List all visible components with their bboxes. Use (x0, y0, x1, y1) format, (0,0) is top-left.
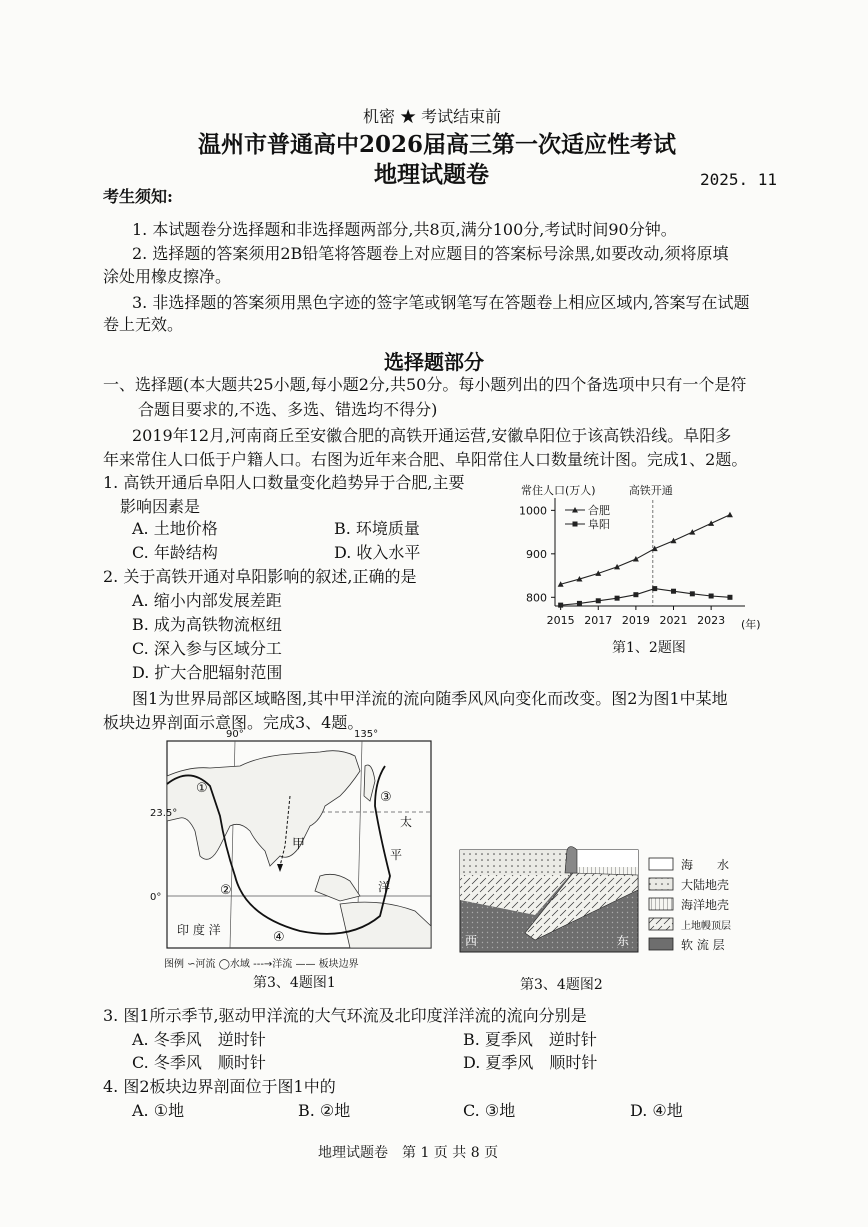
fuyang-point (690, 591, 695, 596)
notice-item-2: 2. 选择题的答案须用2B铅笔将答题卷上对应题目的答案标号涂黑,如要改动,须将原填 (132, 244, 729, 263)
q3-option-a[interactable]: A. 冬季风 逆时针 (132, 1030, 266, 1049)
question-1-stem: 1. 高铁开通后阜阳人口数量变化趋势异于合肥,主要 (103, 473, 465, 492)
confidential-mark: 机密 ★ 考试结束前 (363, 107, 502, 126)
map-marker-2: ② (220, 883, 232, 898)
hefei-point (633, 556, 639, 562)
map-label-indian-ocean: 印 度 洋 (177, 923, 221, 937)
q2-option-b[interactable]: B. 成为高铁物流枢纽 (132, 615, 282, 634)
passage-2-cont: 板块边界剖面示意图。完成3、4题。 (103, 713, 364, 732)
passage-2: 图1为世界局部区域略图,其中甲洋流的流向随季风风向变化而改变。图2为图1中某地 (132, 689, 728, 708)
legend-swatch-continental (649, 878, 673, 890)
q1-option-a[interactable]: A. 土地价格 (132, 519, 218, 538)
q1-option-c[interactable]: C. 年龄结构 (132, 543, 218, 562)
notice-item-3: 3. 非选择题的答案须用黑色字迹的签字笔或钢笔写在答题卷上相应区域内,答案写在试题 (132, 293, 750, 312)
exam-subtitle: 地理试题卷 (374, 161, 489, 188)
legend-seawater: 海 水 (681, 858, 730, 872)
x-tick-label: 2023 (697, 614, 726, 627)
legend-marker-fuyang (573, 522, 578, 527)
fuyang-point (577, 601, 582, 606)
y-tick-label: 1000 (519, 504, 547, 518)
seawater-area (570, 850, 638, 867)
legend-swatch-oceanic (649, 898, 673, 910)
map-label-jia: 甲 (292, 837, 306, 852)
fuyang-point (596, 598, 601, 603)
lat-label-0: 0° (150, 892, 162, 903)
q3-option-c[interactable]: C. 冬季风 顺时针 (132, 1053, 266, 1072)
hsr-opening-annotation: 高铁开通 (628, 484, 673, 497)
hefei-point (727, 512, 733, 518)
hefei-point (689, 529, 695, 535)
lon-label-90: 90° (226, 729, 244, 740)
fuyang-point (558, 603, 563, 608)
hefei-point (671, 538, 677, 544)
map-label-yang: 洋 (378, 880, 391, 894)
y-tick-label: 900 (526, 547, 547, 561)
question-2-stem: 2. 关于高铁开通对阜阳影响的叙述,正确的是 (103, 567, 417, 586)
fuyang-point (709, 594, 714, 599)
q2-option-c[interactable]: C. 深入参与区域分工 (132, 639, 282, 658)
chart-caption: 第1、2题图 (612, 640, 686, 656)
exam-date: 2025. 11 (700, 170, 778, 189)
plate-section-figure-2 (455, 845, 765, 957)
legend-swatch-asthenosphere (649, 938, 673, 950)
page-footer: 地理试题卷 第 1 页 共 8 页 (318, 1145, 499, 1161)
passage-1-cont: 年来常住人口低于户籍人口。右图为近年来合肥、阜阳常住人口数量统计图。完成1、2题。 (103, 450, 748, 469)
map-caption: 第3、4题图1 (253, 975, 336, 991)
section-west-label: 西 (465, 934, 478, 948)
question-4-stem: 4. 图2板块边界剖面位于图1中的 (103, 1077, 336, 1096)
legend-asthenosphere: 软 流 层 (681, 938, 725, 952)
q2-option-d[interactable]: D. 扩大合肥辐射范围 (132, 663, 283, 682)
exam-title: 温州市普通高中2026届高三第一次适应性考试 (198, 131, 677, 158)
lat-label-23: 23.5° (150, 808, 178, 819)
legend-label-0: 合肥 (588, 504, 610, 517)
passage-1: 2019年12月,河南商丘至安徽合肥的高铁开通运营,安徽阜阳位于该高铁沿线。阜阳多 (132, 426, 732, 445)
continental-crust-area (460, 850, 570, 875)
x-tick-label: 2015 (546, 614, 575, 627)
question-3-stem: 3. 图1所示季节,驱动甲洋流的大气环流及北印度洋洋流的流向分别是 (103, 1006, 587, 1025)
fuyang-point (633, 592, 638, 597)
series-line-0 (561, 515, 730, 585)
legend-swatch-mantle (649, 918, 673, 930)
q3-option-d[interactable]: D. 夏季风 顺时针 (463, 1053, 598, 1072)
map-label-tai: 太 (400, 815, 413, 829)
lon-label-135: 135° (354, 729, 379, 740)
fuyang-point (615, 596, 620, 601)
y-tick-label: 800 (526, 591, 547, 605)
q4-option-a[interactable]: A. ①地 (132, 1101, 185, 1120)
x-tick-label: 2017 (584, 614, 613, 627)
hefei-point (708, 520, 714, 526)
section-title: 选择题部分 (384, 350, 484, 374)
q4-option-c[interactable]: C. ③地 (463, 1101, 516, 1120)
map-marker-1: ① (196, 781, 208, 796)
q4-option-b[interactable]: B. ②地 (298, 1101, 351, 1120)
x-tick-label: 2021 (659, 614, 688, 627)
q1-option-d[interactable]: D. 收入水平 (334, 543, 421, 562)
q2-option-a[interactable]: A. 缩小内部发展差距 (132, 591, 282, 610)
q1-option-b[interactable]: B. 环境质量 (334, 519, 420, 538)
map-figure-1 (150, 726, 440, 976)
map-marker-3: ③ (380, 790, 392, 805)
section-east-label: 东 (617, 934, 630, 948)
section-caption: 第3、4题图2 (520, 977, 603, 993)
notice-item-1: 1. 本试题卷分选择题和非选择题两部分,共8页,满分100分,考试时间90分钟。 (132, 220, 677, 239)
map-marker-4: ④ (273, 930, 285, 945)
population-line-chart (505, 478, 775, 658)
section-intro-cont: 合题目要求的,不选、多选、错选均不得分) (138, 400, 438, 419)
map-label-ping: 平 (390, 848, 403, 862)
q4-option-d[interactable]: D. ④地 (630, 1101, 683, 1120)
notice-item-3-cont: 卷上无效。 (103, 315, 184, 334)
legend-continental-crust: 大陆地壳 (681, 878, 730, 892)
question-1-stem-cont: 影响因素是 (120, 497, 201, 516)
fuyang-point (652, 586, 657, 591)
notice-heading: 考生须知: (103, 187, 173, 206)
q3-option-b[interactable]: B. 夏季风 逆时针 (463, 1030, 597, 1049)
series-line-1 (561, 589, 730, 606)
notice-item-2-cont: 涂处用橡皮擦净。 (103, 267, 232, 286)
y-axis-label: 常住人口(万人) (521, 484, 596, 497)
legend-label-1: 阜阳 (588, 518, 610, 531)
map-legend: 图例 ∽河流 ◯水域 ---→洋流 —— 板块边界 (164, 959, 359, 970)
legend-oceanic-crust: 海洋地壳 (681, 898, 730, 912)
legend-swatch-seawater (649, 858, 673, 870)
hefei-point (614, 564, 620, 570)
legend-upper-mantle: 上地幔顶层 (681, 921, 731, 932)
section-intro: 一、选择题(本大题共25小题,每小题2分,共50分。每小题列出的四个备选项中只有一个是符 (103, 375, 747, 394)
fuyang-point (671, 589, 676, 594)
x-axis-unit: (年) (741, 618, 761, 631)
volcano-shape (565, 847, 577, 874)
x-tick-label: 2019 (621, 614, 650, 627)
fuyang-point (727, 595, 732, 600)
